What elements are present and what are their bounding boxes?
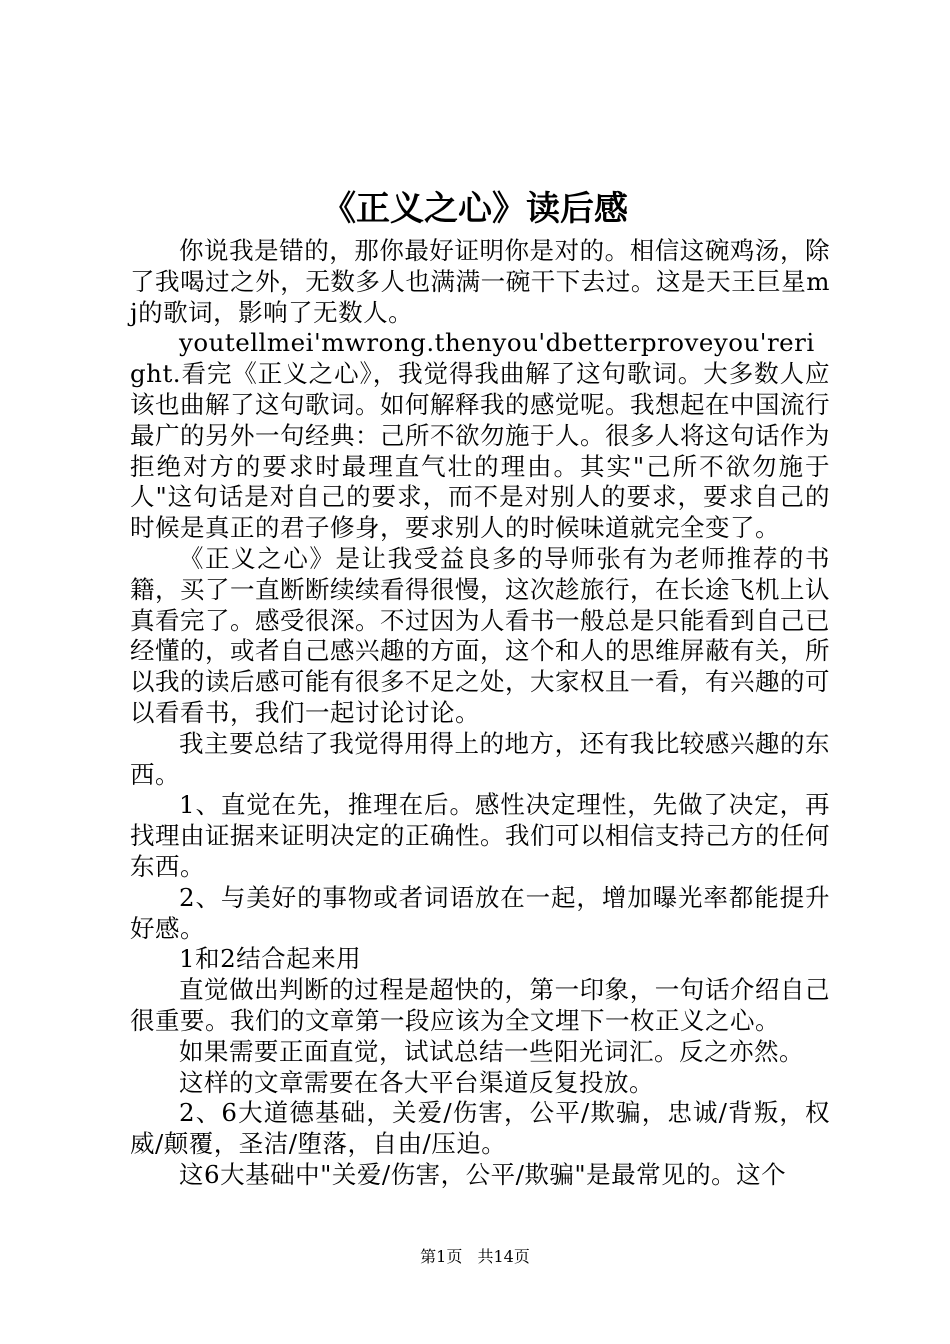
paragraph: 2、与美好的事物或者词语放在一起，增加曝光率都能提升好感。 bbox=[130, 882, 830, 943]
page-number: 第1页 bbox=[420, 1247, 463, 1266]
document-body bbox=[130, 236, 830, 1191]
paragraph: 1、直觉在先，推理在后。感性决定理性，先做了决定，再找理由证据来证明决定的正确性。我们可以相信支持己方的任何东西。 bbox=[130, 790, 830, 881]
paragraph: 这样的文章需要在各大平台渠道反复投放。 bbox=[179, 1067, 654, 1097]
paragraph: 2、6大道德基础，关爱/伤害，公平/欺骗，忠诚/背叛，权威/颠覆，圣洁/堕落，自由/压迫。 bbox=[130, 1098, 830, 1159]
document-title: 《正义之心》读后感 bbox=[322, 189, 628, 229]
paragraph: 我主要总结了我觉得用得上的地方，还有我比较感兴趣的东西。 bbox=[130, 728, 830, 789]
paragraph: 你说我是错的，那你最好证明你是对的。相信这碗鸡汤，除了我喝过之外，无数多人也满满一碗干下去过。这是天王巨星mj的歌词，影响了无数人。 bbox=[130, 236, 830, 327]
paragraph: 1和2结合起来用 bbox=[179, 944, 362, 974]
paragraph: youtellmei'mwrong.thenyou'dbetterproveyou'reright.看完《正义之心》，我觉得我曲解了这句歌词。大多数人应该也曲解了这句歌词。如何解释我的感觉呢。我想起在中国流行最广的另外一句经典：己所不欲勿施于人。很多人将这句话作为拒绝对方的要求时最理直气壮的理由。其实"己所不欲勿施于人"这句话是对自己的要求，而不是对别人的要求，要求自己的时候是真正的君子修身，要求别人的时候味道就完全变了。 bbox=[130, 328, 830, 543]
paragraph: 如果需要正面直觉，试试总结一些阳光词汇。反之亦然。 bbox=[179, 1036, 804, 1066]
paragraph: 《正义之心》是让我受益良多的导师张有为老师推荐的书籍，买了一直断断续续看得很慢，这次趁旅行，在长途飞机上认真看完了。感受很深。不过因为人看书一般总是只能看到自己已经懂的，或者自己感兴趣的方面，这个和人的思维屏蔽有关，所以我的读后感可能有很多不足之处，大家权且一看，有兴趣的可以看看书，我们一起讨论讨论。 bbox=[130, 543, 830, 727]
page-total: 共14页 bbox=[477, 1247, 530, 1266]
page-footer bbox=[0, 1246, 950, 1268]
paragraph: 这6大基础中"关爱/伤害，公平/欺骗"是最常见的。这个 bbox=[179, 1159, 787, 1189]
paragraph: 直觉做出判断的过程是超快的，第一印象，一句话介绍自己很重要。我们的文章第一段应该为全文埋下一枚正义之心。 bbox=[130, 975, 830, 1035]
